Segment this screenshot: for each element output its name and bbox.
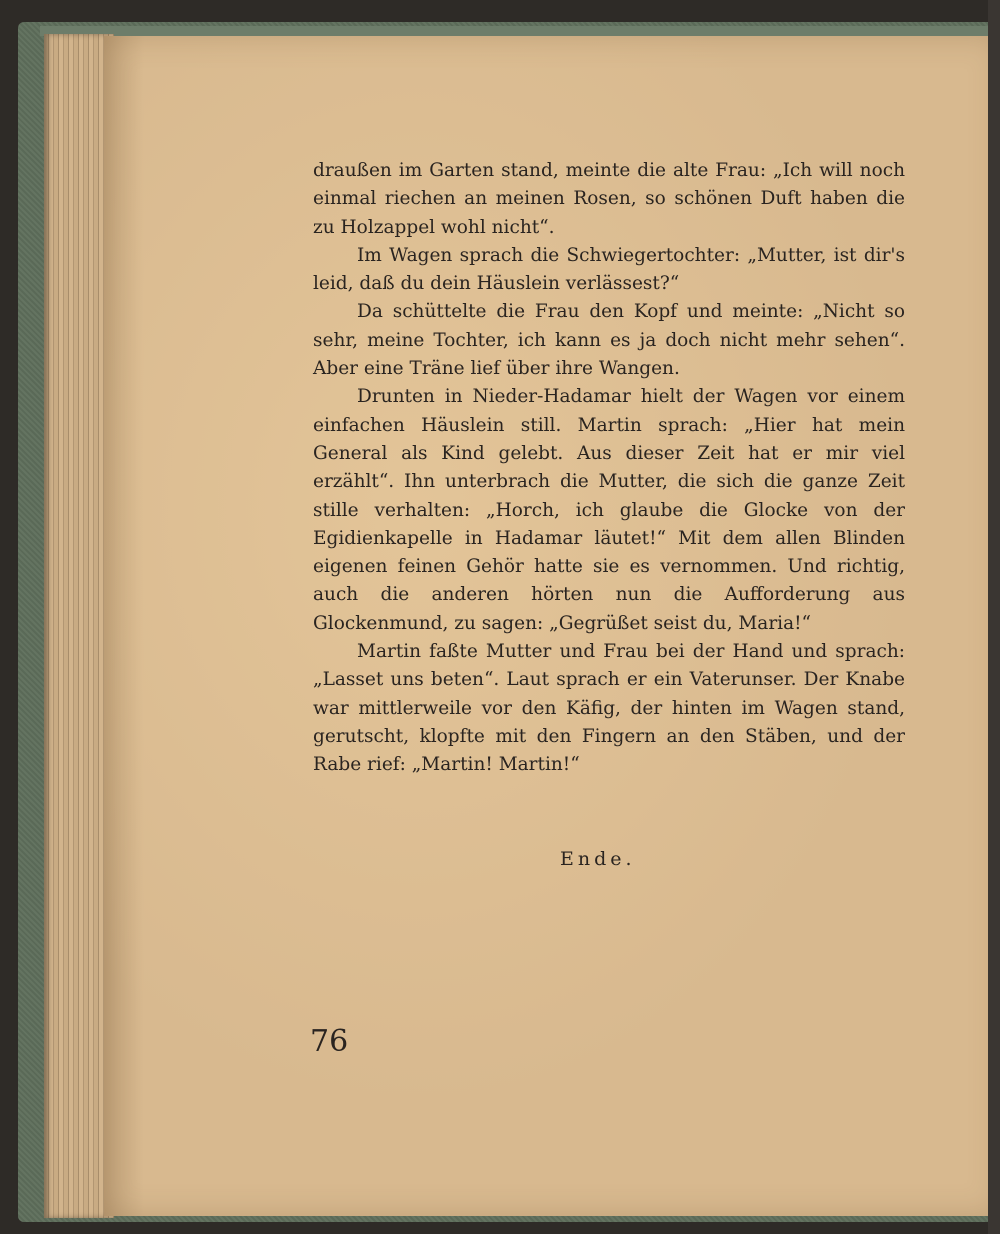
page-number: 76	[310, 1024, 349, 1059]
scan-edge	[988, 0, 1000, 1234]
book-cover-edge	[40, 26, 1000, 36]
paragraph: draußen im Garten stand, meinte die alte Frau: „Ich will noch einmal riechen an meinen Rosen, so schönen Duft haben die zu Holzappel wohl nicht“.	[313, 160, 905, 238]
page-text	[313, 157, 905, 780]
ending-text: Ende.	[560, 848, 636, 870]
paragraph: Im Wagen sprach die Schwiegertochter: „Mutter, ist dir's leid, daß du dein Häuslein verlässest?“	[313, 244, 905, 295]
paragraph: Drunten in Nieder-Hadamar hielt der Wagen vor einem einfachen Häuslein still. Martin sprach: „Hier hat mein General als Kind gelebt. Aus dieser Zeit hat er mir viel erzählt“. Ihn unterbrach die Mutter, die sich die ganze Zeit stille verhalten: „Horch, ich glaube die Glocke von der Egidienkapelle in Hadamar läutet!“ Mit dem allen Blinden eigenen feinen Gehör hatte sie es vernommen. Und richtig, auch die anderen hörten nun die Aufforderung aus Glockenmund, zu sagen: „Gegrüßet seist du, Maria!“	[313, 386, 905, 634]
paragraph: Da schüttelte die Frau den Kopf und meinte: „Nicht so sehr, meine Tochter, ich kann es ja doch nicht mehr sehen“. Aber eine Träne lief über ihre Wangen.	[313, 301, 905, 380]
paragraph: Martin faßte Mutter und Frau bei der Hand und sprach: „Lasset uns beten“. Laut sprach er ein Vaterunser. Der Knabe war mittlerweile vor den Käfig, der hinten im Wagen stand, gerutscht, klopfte mit den Fingern an den Stäben, und der Rabe rief: „Martin! Martin!“	[313, 641, 905, 776]
